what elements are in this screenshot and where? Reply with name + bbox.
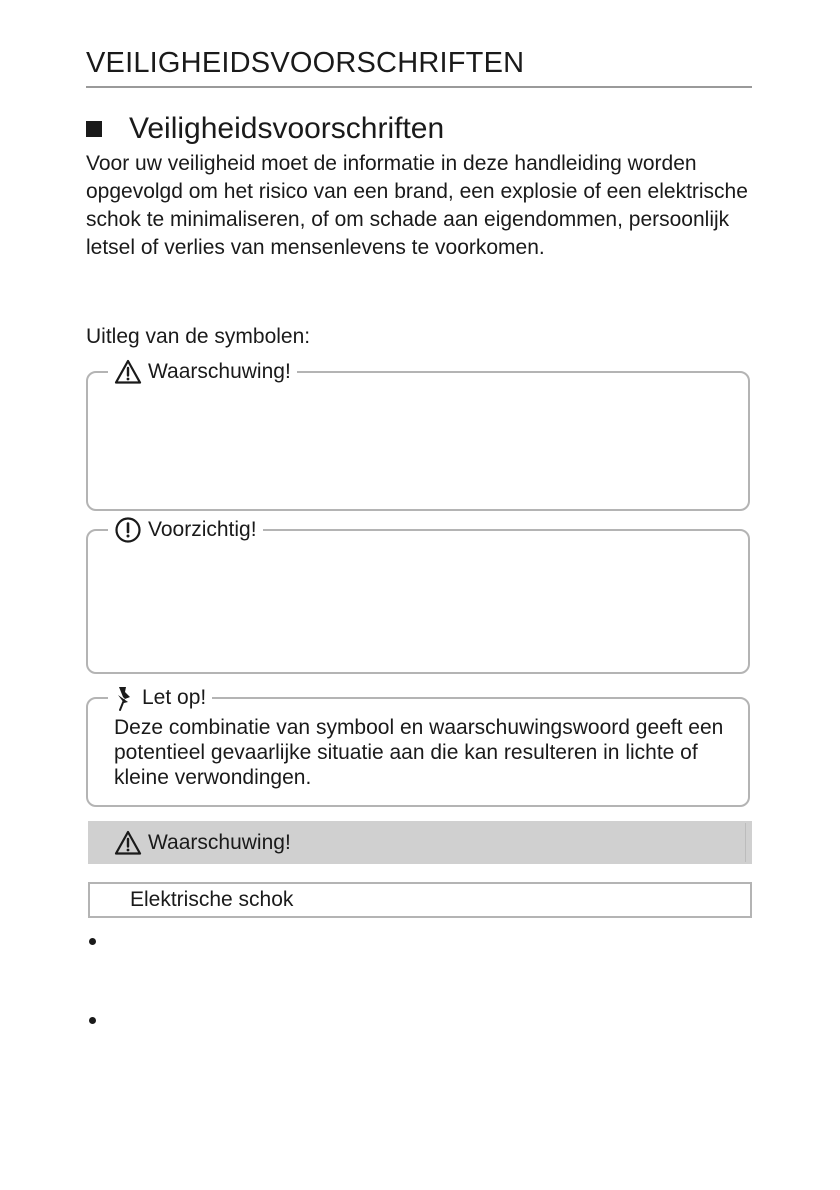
subsection-title: Elektrische schok <box>130 888 294 911</box>
note-box-body: Deze combinatie van symbool en waarschuwingswoord geeft een potentieel gevaarlijke situatie aan die kan resulteren in lichte of kleine verwondingen. <box>114 716 724 789</box>
pushpin-icon <box>114 684 136 712</box>
warning-symbol-box <box>86 360 750 511</box>
note-box-legend <box>108 684 212 712</box>
warning-banner <box>88 821 752 864</box>
caution-symbol-box <box>86 518 750 674</box>
warning-box-legend <box>108 358 297 386</box>
section-title: Veiligheidsvoorschriften <box>129 112 445 145</box>
symbols-legend-label: Uitleg van de symbolen: <box>86 325 311 348</box>
warning-box-label: Waarschuwing! <box>148 360 291 383</box>
warning-banner-label: Waarschuwing! <box>148 830 291 854</box>
warning-triangle-icon <box>114 830 142 856</box>
exclamation-circle-icon <box>114 516 142 544</box>
note-box-label: Let op! <box>142 686 207 709</box>
page-header <box>86 44 752 88</box>
subsection-title-box <box>88 882 752 918</box>
caution-box-label: Voorzichtig! <box>148 518 257 541</box>
section-heading <box>86 111 444 147</box>
note-symbol-box <box>86 686 750 807</box>
bullet-icon <box>89 1017 96 1024</box>
caution-box-legend <box>108 516 263 544</box>
warning-triangle-icon <box>114 359 142 385</box>
page-header-title: VEILIGHEIDSVOORSCHRIFTEN <box>86 47 525 79</box>
intro-paragraph: Voor uw veiligheid moet de informatie in deze handleiding worden opgevolgd om het risico van een brand, een explosie of een elektrische schok te minimaliseren, of om schade aan eigendommen, persoonlijk letsel of verlies van mensenlevens te voorkomen. <box>86 152 748 259</box>
bullet-icon <box>89 938 96 945</box>
square-bullet-icon <box>86 121 102 137</box>
